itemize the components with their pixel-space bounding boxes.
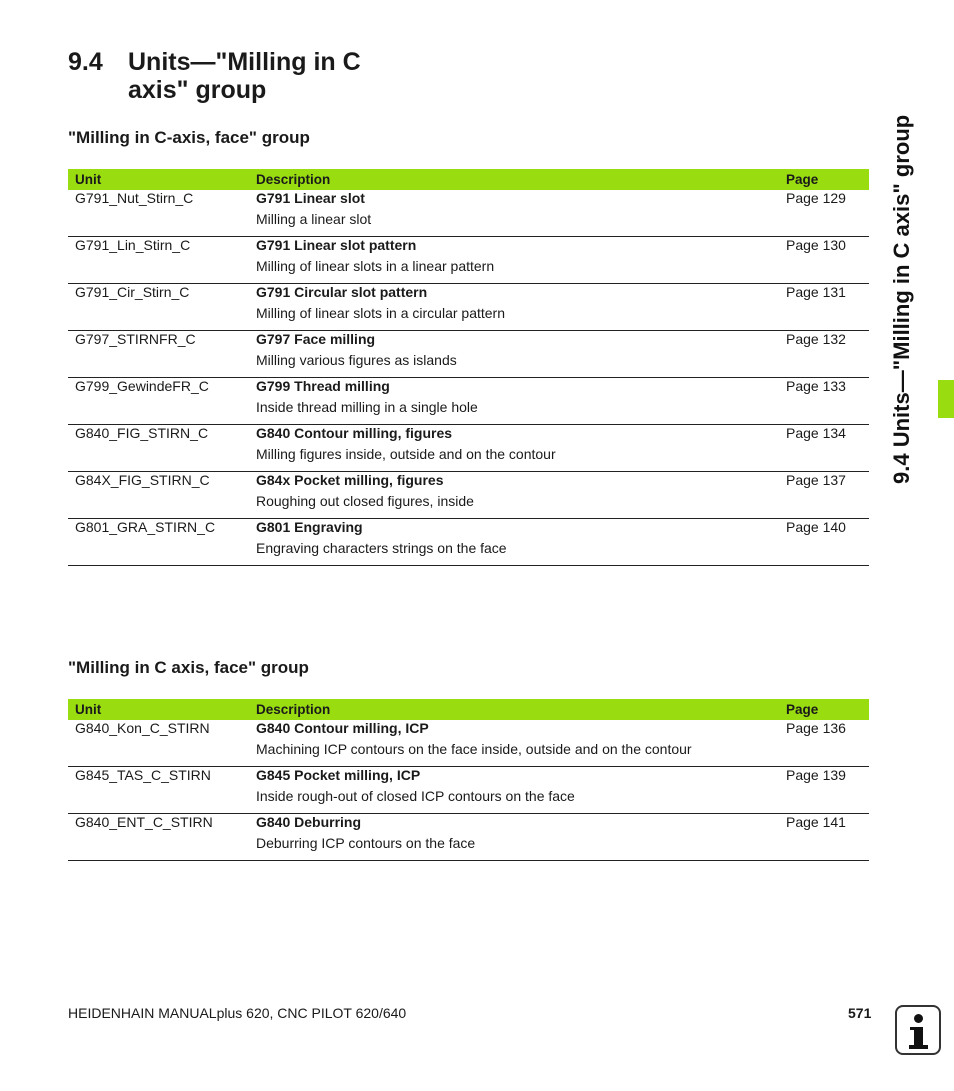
empty-cell bbox=[68, 258, 249, 284]
unit-description: Inside rough-out of closed ICP contours on the face bbox=[249, 788, 779, 814]
col-header-description: Description bbox=[249, 699, 779, 720]
section1-title: "Milling in C-axis, face" group bbox=[68, 128, 310, 147]
page-heading bbox=[68, 48, 388, 104]
unit-name: G791_Lin_Stirn_C bbox=[75, 237, 191, 253]
empty-cell bbox=[68, 211, 249, 237]
table-row bbox=[68, 378, 869, 400]
table-row bbox=[68, 814, 869, 836]
unit-name: G799_GewindeFR_C bbox=[75, 378, 209, 394]
page-number: 571 bbox=[848, 1005, 872, 1021]
side-accent-tab bbox=[938, 380, 954, 418]
page-reference[interactable]: Page 140 bbox=[786, 519, 846, 535]
unit-description: Deburring ICP contours on the face bbox=[249, 835, 779, 861]
unit-description: Engraving characters strings on the face bbox=[249, 540, 779, 566]
empty-cell bbox=[68, 741, 249, 767]
table-row bbox=[68, 767, 869, 789]
empty-cell bbox=[779, 305, 869, 331]
unit-description: Machining ICP contours on the face inside, outside and on the contour bbox=[249, 741, 779, 767]
table-row-description bbox=[68, 446, 869, 472]
page-reference[interactable]: Page 130 bbox=[786, 237, 846, 253]
table-row-description bbox=[68, 258, 869, 284]
unit-name: G840_ENT_C_STIRN bbox=[75, 814, 213, 830]
heading-title: Units—"Milling in C axis" group bbox=[128, 48, 361, 104]
footer-text: HEIDENHAIN MANUALplus 620, CNC PILOT 620/640 bbox=[68, 1005, 407, 1021]
col-header-page: Page bbox=[779, 169, 869, 190]
table-row-description bbox=[68, 741, 869, 767]
col-header-page: Page bbox=[779, 699, 869, 720]
unit-title: G791 Circular slot pattern bbox=[256, 284, 428, 300]
page-reference[interactable]: Page 136 bbox=[786, 720, 846, 736]
table-row bbox=[68, 284, 869, 306]
unit-title: G840 Deburring bbox=[256, 814, 362, 830]
table-row-description bbox=[68, 352, 869, 378]
page-reference[interactable]: Page 141 bbox=[786, 814, 846, 830]
unit-name: G791_Nut_Stirn_C bbox=[75, 190, 194, 206]
empty-cell bbox=[779, 446, 869, 472]
table-row bbox=[68, 720, 869, 741]
page-reference[interactable]: Page 133 bbox=[786, 378, 846, 394]
table-row bbox=[68, 331, 869, 353]
unit-title: G84x Pocket milling, figures bbox=[256, 472, 444, 488]
page-reference[interactable]: Page 137 bbox=[786, 472, 846, 488]
page-reference[interactable]: Page 129 bbox=[786, 190, 846, 206]
empty-cell bbox=[779, 540, 869, 566]
unit-title: G840 Contour milling, ICP bbox=[256, 720, 429, 736]
unit-title: G797 Face milling bbox=[256, 331, 376, 347]
unit-description: Roughing out closed figures, inside bbox=[249, 493, 779, 519]
empty-cell bbox=[68, 399, 249, 425]
unit-title: G801 Engraving bbox=[256, 519, 363, 535]
page-reference[interactable]: Page 131 bbox=[786, 284, 846, 300]
unit-name: G801_GRA_STIRN_C bbox=[75, 519, 216, 535]
empty-cell bbox=[779, 399, 869, 425]
unit-title: G799 Thread milling bbox=[256, 378, 390, 394]
empty-cell bbox=[68, 835, 249, 861]
unit-description: Milling various figures as islands bbox=[249, 352, 779, 378]
page-reference[interactable]: Page 134 bbox=[786, 425, 846, 441]
unit-name: G791_Cir_Stirn_C bbox=[75, 284, 190, 300]
unit-name: G845_TAS_C_STIRN bbox=[75, 767, 211, 783]
unit-description: Inside thread milling in a single hole bbox=[249, 399, 779, 425]
unit-name: G84X_FIG_STIRN_C bbox=[75, 472, 210, 488]
empty-cell bbox=[779, 211, 869, 237]
table-row-description bbox=[68, 493, 869, 519]
unit-description: Milling figures inside, outside and on the contour bbox=[249, 446, 779, 472]
unit-description: Milling of linear slots in a linear pattern bbox=[249, 258, 779, 284]
col-header-description: Description bbox=[249, 169, 779, 190]
empty-cell bbox=[68, 305, 249, 331]
empty-cell bbox=[68, 493, 249, 519]
units-table-face-c-axis-icp bbox=[68, 699, 869, 861]
unit-description: Milling a linear slot bbox=[249, 211, 779, 237]
empty-cell bbox=[779, 352, 869, 378]
empty-cell bbox=[68, 540, 249, 566]
unit-name: G840_Kon_C_STIRN bbox=[75, 720, 210, 736]
empty-cell bbox=[68, 352, 249, 378]
info-icon bbox=[895, 1005, 941, 1055]
table-row-description bbox=[68, 305, 869, 331]
table-row bbox=[68, 519, 869, 541]
table-row-description bbox=[68, 540, 869, 566]
col-header-unit: Unit bbox=[68, 169, 249, 190]
empty-cell bbox=[779, 741, 869, 767]
unit-name: G840_FIG_STIRN_C bbox=[75, 425, 209, 441]
empty-cell bbox=[68, 446, 249, 472]
side-chapter-title: 9.4 Units—"Milling in C axis" group bbox=[889, 114, 914, 484]
table-row bbox=[68, 190, 869, 211]
table-row-description bbox=[68, 399, 869, 425]
table-row bbox=[68, 237, 869, 259]
unit-title: G840 Contour milling, figures bbox=[256, 425, 453, 441]
table-row-description bbox=[68, 211, 869, 237]
table-row bbox=[68, 425, 869, 447]
page-reference[interactable]: Page 132 bbox=[786, 331, 846, 347]
units-table-face-c-axis bbox=[68, 169, 869, 566]
heading-number: 9.4 bbox=[68, 48, 103, 76]
unit-title: G791 Linear slot bbox=[256, 190, 365, 206]
page-reference[interactable]: Page 139 bbox=[786, 767, 846, 783]
unit-title: G845 Pocket milling, ICP bbox=[256, 767, 421, 783]
empty-cell bbox=[779, 788, 869, 814]
table-row bbox=[68, 472, 869, 494]
col-header-unit: Unit bbox=[68, 699, 249, 720]
empty-cell bbox=[779, 258, 869, 284]
table-row-description bbox=[68, 835, 869, 861]
section2-title: "Milling in C axis, face" group bbox=[68, 658, 309, 677]
empty-cell bbox=[779, 835, 869, 861]
unit-title: G791 Linear slot pattern bbox=[256, 237, 417, 253]
unit-description: Milling of linear slots in a circular pattern bbox=[249, 305, 779, 331]
empty-cell bbox=[68, 788, 249, 814]
unit-name: G797_STIRNFR_C bbox=[75, 331, 196, 347]
table-row-description bbox=[68, 788, 869, 814]
empty-cell bbox=[779, 493, 869, 519]
